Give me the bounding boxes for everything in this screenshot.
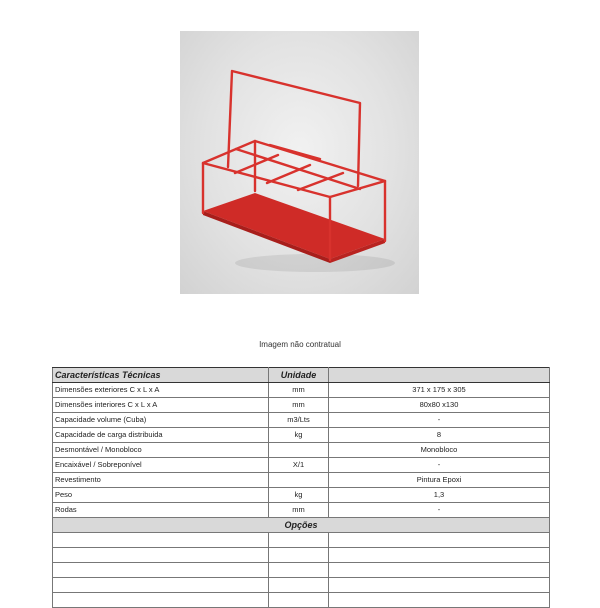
technical-specs-table (52, 367, 550, 608)
option-unit-cell (269, 578, 329, 593)
spec-feature-cell: Capacidade volume (Cuba) (53, 413, 269, 428)
option-unit-cell (269, 593, 329, 608)
red-bottle-carrier-rack-illustration (180, 31, 419, 294)
table-row (53, 488, 550, 503)
spec-unit-cell: kg (269, 488, 329, 503)
spec-unit-cell (269, 473, 329, 488)
spec-unit-cell: X/1 (269, 458, 329, 473)
spec-feature-cell: Dimensões interiores C x L x A (53, 398, 269, 413)
option-feature-cell (53, 533, 269, 548)
option-feature-cell (53, 578, 269, 593)
option-value-cell (329, 593, 550, 608)
option-feature-cell (53, 563, 269, 578)
table-header-row (53, 368, 550, 383)
spec-value-cell: - (329, 458, 550, 473)
spec-value-cell: 80x80 x130 (329, 398, 550, 413)
spec-value-cell: 371 x 175 x 305 (329, 383, 550, 398)
spec-feature-cell: Revestimento (53, 473, 269, 488)
spec-unit-cell: m3/Lts (269, 413, 329, 428)
table-row (53, 428, 550, 443)
spec-value-cell: - (329, 503, 550, 518)
image-caption: Imagem não contratual (259, 340, 341, 349)
table-row (53, 413, 550, 428)
spec-feature-cell: Dimensões exteriores C x L x A (53, 383, 269, 398)
options-title: Opções (53, 518, 550, 533)
table-row (53, 443, 550, 458)
option-value-cell (329, 548, 550, 563)
option-row (53, 563, 550, 578)
spec-unit-cell (269, 443, 329, 458)
spec-unit-cell: mm (269, 503, 329, 518)
option-row (53, 593, 550, 608)
header-features: Características Técnicas (53, 368, 269, 383)
spec-unit-cell: kg (269, 428, 329, 443)
option-unit-cell (269, 533, 329, 548)
options-header-row (53, 518, 550, 533)
option-unit-cell (269, 563, 329, 578)
spec-value-cell: Pintura Epoxi (329, 473, 550, 488)
spec-value-cell: Monobloco (329, 443, 550, 458)
header-unit: Unidade (269, 368, 329, 383)
product-photo (180, 31, 419, 294)
option-feature-cell (53, 548, 269, 563)
spec-value-cell: - (329, 413, 550, 428)
spec-feature-cell: Capacidade de carga distribuida (53, 428, 269, 443)
spec-feature-cell: Rodas (53, 503, 269, 518)
table-row (53, 458, 550, 473)
header-value (329, 368, 550, 383)
spec-value-cell: 8 (329, 428, 550, 443)
option-value-cell (329, 578, 550, 593)
option-value-cell (329, 533, 550, 548)
option-feature-cell (53, 593, 269, 608)
spec-unit-cell: mm (269, 398, 329, 413)
option-row (53, 533, 550, 548)
table-row (53, 383, 550, 398)
option-unit-cell (269, 548, 329, 563)
option-row (53, 578, 550, 593)
spec-feature-cell: Peso (53, 488, 269, 503)
table-row (53, 473, 550, 488)
spec-unit-cell: mm (269, 383, 329, 398)
option-value-cell (329, 563, 550, 578)
option-row (53, 548, 550, 563)
spec-value-cell: 1,3 (329, 488, 550, 503)
spec-feature-cell: Desmontável / Monobloco (53, 443, 269, 458)
spec-feature-cell: Encaixável / Sobreponível (53, 458, 269, 473)
table-row (53, 398, 550, 413)
table-row (53, 503, 550, 518)
